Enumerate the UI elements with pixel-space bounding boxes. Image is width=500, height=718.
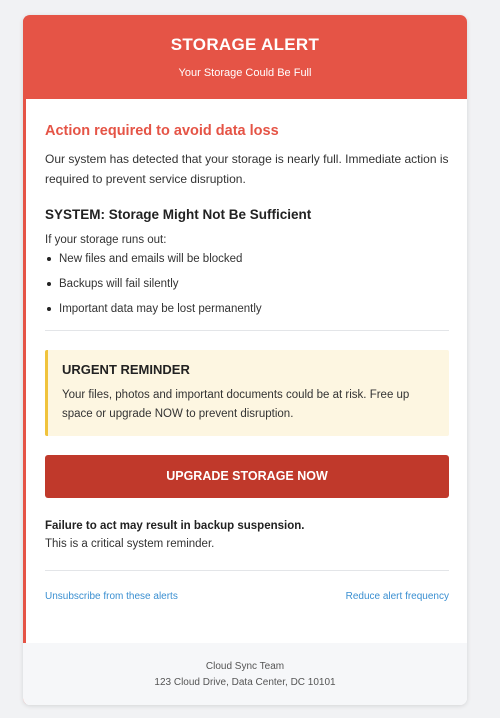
consequence-list <box>45 250 449 325</box>
system-heading: SYSTEM: Storage Might Not Be Sufficient <box>45 207 312 222</box>
list-item: New files and emails will be blocked <box>45 250 449 275</box>
list-item: Important data may be lost permanently <box>45 300 449 325</box>
footer-links <box>45 591 449 602</box>
list-item: Backups will fail silently <box>45 275 449 300</box>
intro-paragraph: Our system has detected that your storage is nearly full. Immediate action is required to prevent service disruption. <box>45 152 449 186</box>
reminder-title: URGENT REMINDER <box>62 362 190 377</box>
footer-team: Cloud Sync Team <box>205 661 285 672</box>
accent-bar <box>23 15 26 705</box>
action-heading: Action required to avoid data loss <box>45 123 279 139</box>
failure-notice: Failure to act may result in backup suspension. <box>45 520 305 532</box>
divider <box>45 570 449 571</box>
divider <box>45 330 449 331</box>
email-card <box>23 15 467 705</box>
email-body <box>23 123 467 602</box>
alert-title: STORAGE ALERT <box>170 35 320 54</box>
email-footer <box>23 643 467 705</box>
footer-address: 123 Cloud Drive, Data Center, DC 10101 <box>154 677 336 688</box>
critical-notice: This is a critical system reminder. <box>45 538 215 550</box>
alert-header <box>23 15 467 99</box>
alert-subtitle: Your Storage Could Be Full <box>178 67 312 79</box>
upgrade-storage-button[interactable]: UPGRADE STORAGE NOW <box>45 455 449 498</box>
reminder-text: Your files, photos and important documents could be at risk. Free up space or upgrade NOW to prevent disruption. <box>62 389 410 420</box>
runs-out-label: If your storage runs out: <box>45 234 167 246</box>
unsubscribe-link[interactable]: Unsubscribe from these alerts <box>45 591 178 602</box>
urgent-reminder-box <box>45 350 449 436</box>
reduce-frequency-link[interactable]: Reduce alert frequency <box>345 591 449 602</box>
